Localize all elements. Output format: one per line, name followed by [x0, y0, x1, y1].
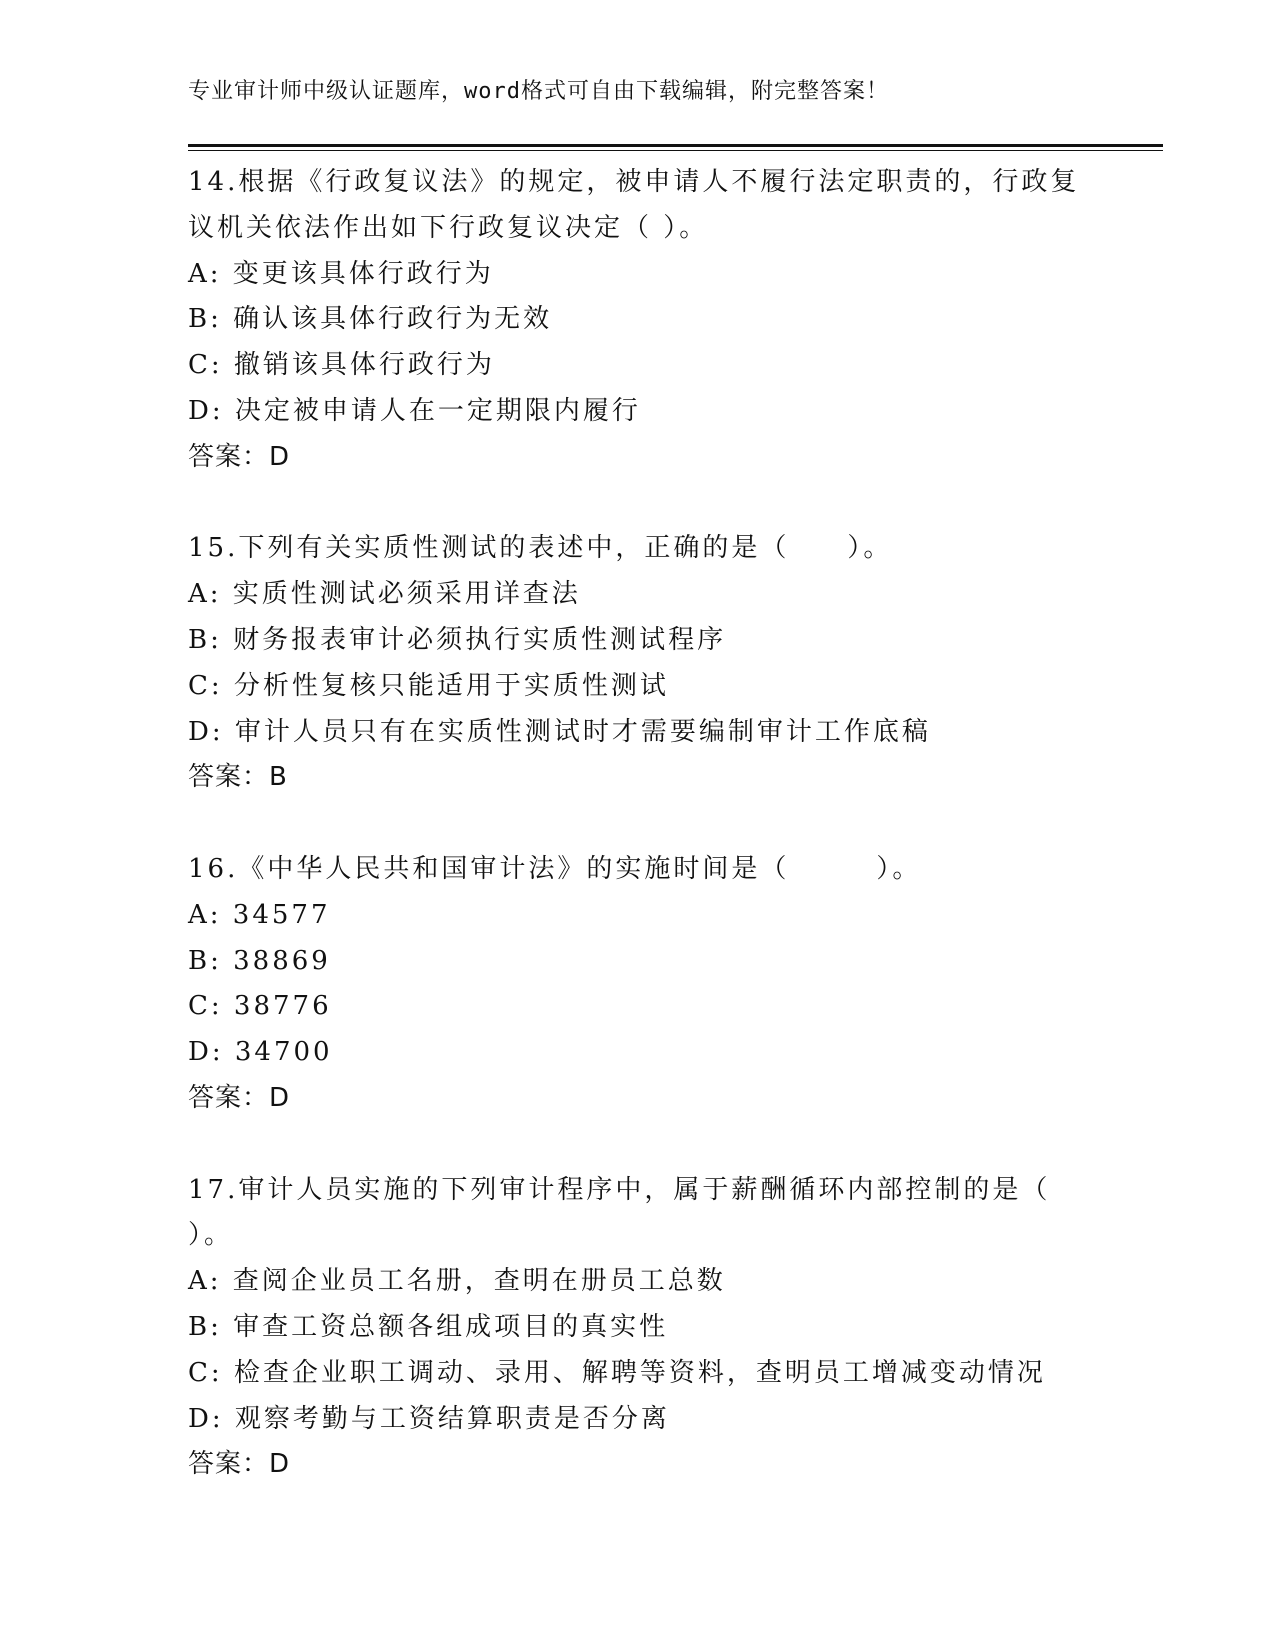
- question-stem: ）。: [188, 1220, 234, 1251]
- header-rule-thin: [188, 150, 1163, 151]
- option-c: C: 撤销该具体行政行为: [188, 350, 495, 381]
- question-16: [188, 847, 1088, 1122]
- question-list: [188, 160, 1088, 1488]
- option-b: B: 38869: [188, 945, 331, 976]
- question-15: [188, 526, 1088, 801]
- option-a: A: 变更该具体行政行为: [188, 258, 494, 289]
- question-stem: 17.审计人员实施的下列审计程序中，属于薪酬循环内部控制的是（: [188, 1174, 1051, 1205]
- option-a: A: 34577: [188, 899, 331, 930]
- header-rule-thick: [188, 144, 1163, 147]
- question-stem: 议机关依法作出如下行政复议决定（ ）。: [188, 212, 709, 243]
- option-b: B: 确认该具体行政行为无效: [188, 304, 553, 335]
- question-stem: 14.根据《行政复议法》的规定，被申请人不履行法定职责的，行政复: [188, 167, 1080, 197]
- question-stem: 16.《中华人民共和国审计法》的实施时间是（ ）。: [188, 853, 922, 884]
- option-d: D: 34700: [188, 1037, 333, 1068]
- answer-line: 答案：B: [188, 762, 288, 793]
- option-c: C: 检查企业职工调动、录用、解聘等资料，查明员工增减变动情况: [188, 1357, 1046, 1388]
- question-17: [188, 1168, 1088, 1489]
- option-a: A: 查阅企业员工名册，查明在册员工总数: [188, 1266, 726, 1297]
- header-banner: 专业审计师中级认证题库，word格式可自由下载编辑，附完整答案！: [188, 79, 889, 104]
- option-d: D: 审计人员只有在实质性测试时才需要编制审计工作底稿: [188, 716, 931, 747]
- option-b: B: 财务报表审计必须执行实质性测试程序: [188, 624, 727, 655]
- option-c: C: 分析性复核只能适用于实质性测试: [188, 670, 669, 701]
- option-b: B: 审查工资总额各组成项目的真实性: [188, 1311, 669, 1342]
- answer-line: 答案：D: [188, 441, 291, 472]
- option-c: C: 38776: [188, 991, 332, 1022]
- question-14: [188, 160, 1088, 481]
- answer-line: 答案：D: [188, 1449, 291, 1480]
- question-stem: 15.下列有关实质性测试的表述中，正确的是（ ）。: [188, 533, 893, 564]
- option-d: D: 决定被申请人在一定期限内履行: [188, 395, 641, 426]
- option-d: D: 观察考勤与工资结算职责是否分离: [188, 1403, 670, 1434]
- answer-line: 答案：D: [188, 1082, 291, 1113]
- option-a: A: 实质性测试必须采用详查法: [188, 579, 581, 610]
